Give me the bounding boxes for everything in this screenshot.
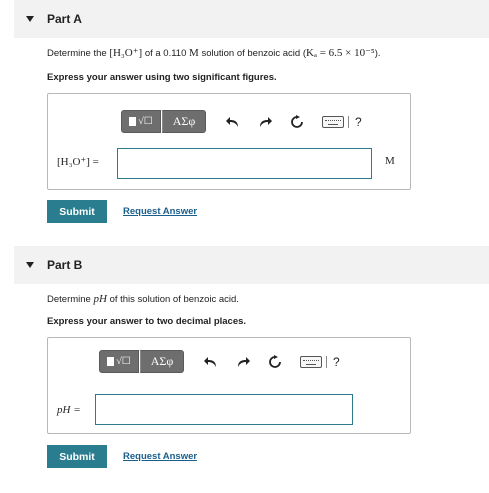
collapse-caret-icon[interactable] bbox=[26, 16, 34, 22]
templates-icon: √☐ bbox=[129, 116, 152, 127]
keyboard-icon[interactable] bbox=[300, 356, 322, 368]
toolbar-separator bbox=[326, 356, 327, 368]
part-a-variable-label: [H₃O⁺] = bbox=[57, 156, 99, 168]
keyboard-icon[interactable] bbox=[322, 116, 344, 128]
part-b-title: Part B bbox=[47, 258, 83, 272]
part-a-header[interactable] bbox=[14, 0, 489, 38]
greek-symbols-button[interactable]: ΑΣφ bbox=[162, 110, 206, 133]
collapse-caret-icon[interactable] bbox=[26, 262, 34, 268]
templates-button[interactable] bbox=[121, 110, 161, 133]
part-a-answer-input[interactable] bbox=[117, 148, 372, 179]
part-b-question: Determine pH of this solution of benzoic acid. bbox=[47, 293, 239, 305]
undo-icon[interactable] bbox=[202, 353, 220, 371]
part-a-request-answer-link[interactable]: Request Answer bbox=[123, 206, 198, 217]
greek-symbols-button[interactable]: ΑΣφ bbox=[140, 350, 184, 373]
part-a-title: Part A bbox=[47, 12, 82, 26]
part-a-unit: M bbox=[385, 155, 395, 167]
part-b-variable-label: pH = bbox=[57, 404, 81, 416]
part-b-toolbar bbox=[99, 350, 340, 373]
redo-icon[interactable] bbox=[234, 353, 252, 371]
part-a-submit-button[interactable]: Submit bbox=[47, 200, 107, 223]
reset-icon[interactable] bbox=[288, 113, 306, 131]
help-icon[interactable]: ? bbox=[333, 354, 340, 369]
templates-icon: √☐ bbox=[107, 356, 130, 367]
part-b-answer-input[interactable] bbox=[95, 394, 353, 425]
undo-icon[interactable] bbox=[224, 113, 242, 131]
help-icon[interactable]: ? bbox=[355, 114, 362, 129]
part-a-question: Determine the [H₃O⁺] of a 0.110 M solution of benzoic acid (Kₐ = 6.5 × 10⁻⁵). bbox=[47, 47, 381, 59]
part-b-request-answer-link[interactable]: Request Answer bbox=[123, 451, 198, 462]
redo-icon[interactable] bbox=[256, 113, 274, 131]
reset-icon[interactable] bbox=[266, 353, 284, 371]
templates-button[interactable] bbox=[99, 350, 139, 373]
part-b-header[interactable] bbox=[14, 246, 489, 284]
part-a-toolbar bbox=[121, 110, 362, 133]
part-a-instruction: Express your answer using two significant figures. bbox=[47, 72, 277, 83]
part-b-instruction: Express your answer to two decimal places. bbox=[47, 316, 247, 327]
part-b-submit-button[interactable]: Submit bbox=[47, 445, 107, 468]
toolbar-separator bbox=[348, 116, 349, 128]
